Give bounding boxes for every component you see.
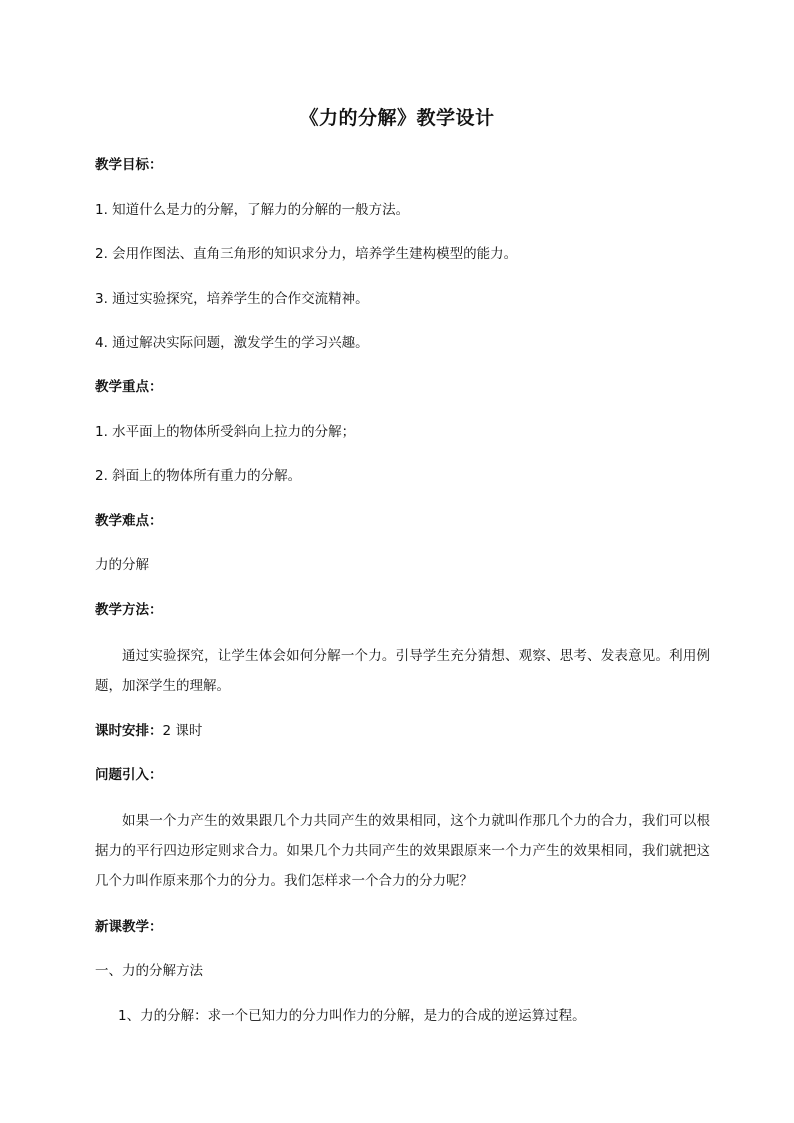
section-heading: 一、力的分解方法 (95, 963, 203, 979)
method-heading: 教学方法： (95, 602, 163, 618)
goal-item: 3. 通过实验探究，培养学生的合作交流精神。 (95, 291, 369, 307)
key-point-item: 2. 斜面上的物体所有重力的分解。 (95, 468, 302, 484)
method-paragraph: 通过实验探究，让学生体会如何分解一个力。引导学生充分猜想、观察、思考、发表意见。利用例题，加深学生的理解。 (95, 648, 710, 694)
key-point-item: 1. 水平面上的物体所受斜向上拉力的分解； (95, 424, 356, 440)
difficulty-heading: 教学难点： (95, 513, 163, 529)
key-heading: 教学重点： (95, 379, 163, 395)
goal-item: 1. 知道什么是力的分解，了解力的分解的一般方法。 (95, 202, 410, 218)
new-lesson-heading: 新课教学： (95, 919, 163, 935)
intro-heading: 问题引入： (95, 767, 163, 783)
definition-item: 1、力的分解：求一个已知力的分力叫作力的分解，是力的合成的逆运算过程。 (118, 1008, 586, 1024)
schedule-value: 2 课时 (162, 723, 203, 739)
schedule-line (95, 716, 710, 746)
goal-item: 2. 会用作图法、直角三角形的知识求分力，培养学生建构模型的能力。 (95, 246, 518, 262)
document-title: 《力的分解》教学设计 (299, 107, 495, 129)
intro-paragraph: 如果一个力产生的效果跟几个力共同产生的效果相同，这个力就叫作那几个力的合力，我们可以根据力的平行四边形定则求合力。如果几个力共同产生的效果跟原来一个力产生的效果相同，我们就把这几个力叫作原来那个力的分力。我们怎样求一个合力的分力呢？ (95, 813, 710, 889)
schedule-heading: 课时安排： (95, 723, 163, 739)
goals-heading: 教学目标： (95, 157, 163, 173)
goal-item: 4. 通过解决实际问题，激发学生的学习兴趣。 (95, 335, 369, 351)
difficulty-text: 力的分解 (95, 557, 149, 573)
